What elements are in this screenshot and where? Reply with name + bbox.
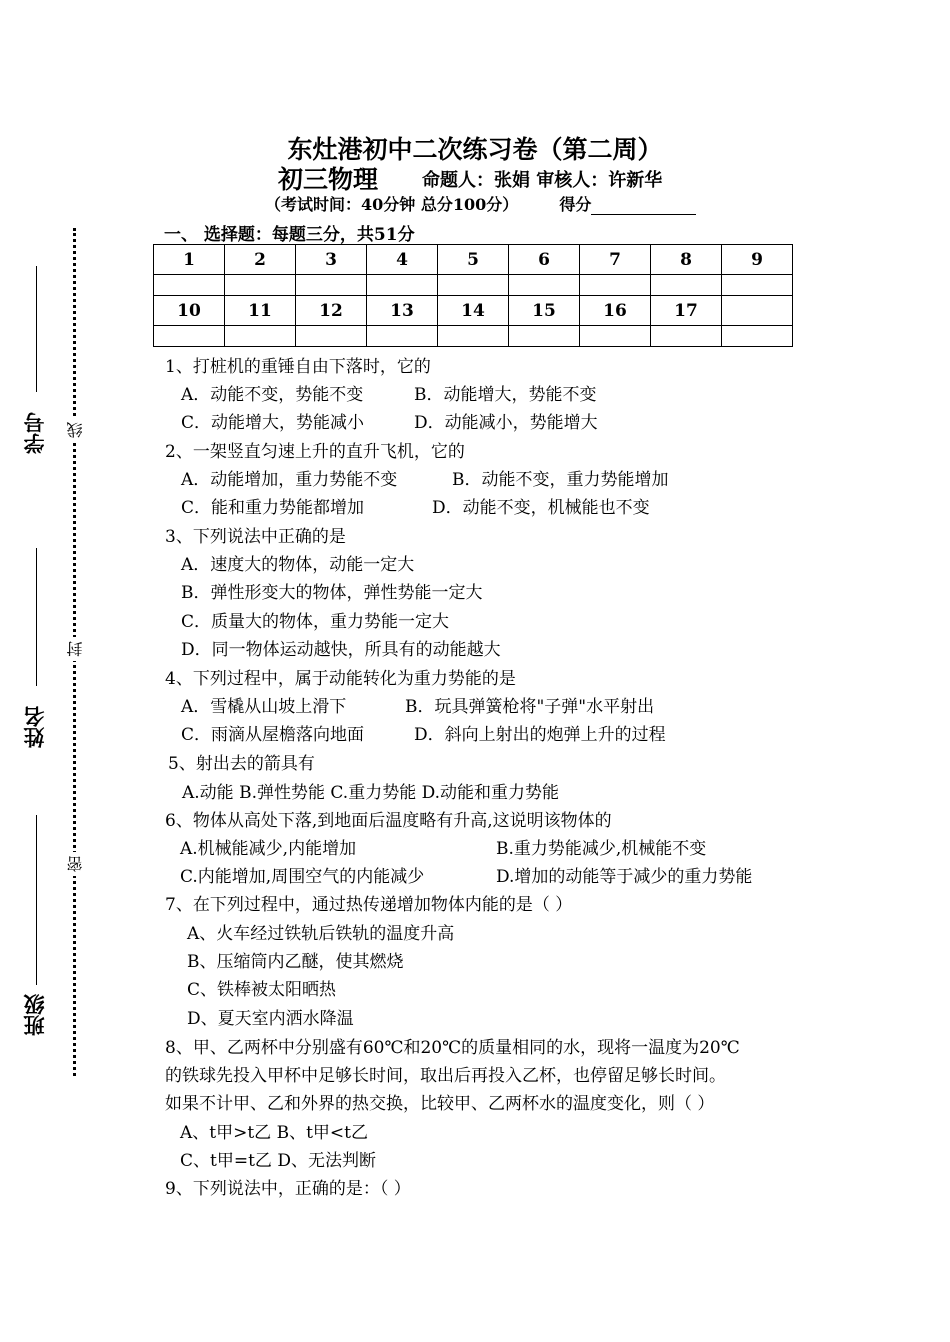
seal-mi-label: 密 — [64, 852, 87, 876]
seal-feng-label: 封 — [64, 637, 87, 661]
option-4a: A．雪橇从山坡上滑下 — [181, 697, 347, 717]
option-3b: B．弹性形变大的物体，弹性势能一定大 — [181, 583, 483, 603]
answer-cell[interactable] — [296, 275, 367, 296]
subject-title: 初三物理 — [278, 165, 379, 194]
answer-cell[interactable] — [580, 326, 651, 347]
answer-cell[interactable] — [154, 275, 225, 296]
table-row — [154, 326, 793, 347]
option-1d: D．动能减小，势能增大 — [414, 413, 598, 433]
answer-cell[interactable] — [509, 275, 580, 296]
answer-cell[interactable] — [722, 275, 793, 296]
name-label: 姓名 — [22, 706, 47, 748]
option-1c: C．动能增大，势能减小 — [181, 413, 365, 433]
option-7c: C、铁棒被太阳晒热 — [187, 980, 337, 1000]
options-8ab: A、t甲>t乙 B、t甲<t乙 — [180, 1123, 368, 1143]
table-cell: 16 — [580, 296, 651, 326]
answer-cell[interactable] — [225, 326, 296, 347]
answer-cell[interactable] — [722, 326, 793, 347]
class-line — [36, 815, 37, 985]
student-id-line — [36, 266, 37, 392]
answer-cell[interactable] — [651, 275, 722, 296]
question-3: 3、下列说法中正确的是 — [165, 527, 346, 547]
table-cell: 1 — [154, 245, 225, 275]
table-cell: 2 — [225, 245, 296, 275]
option-6d: D.增加的动能等于减少的重力势能 — [496, 867, 753, 887]
option-4d: D．斜向上射出的炮弹上升的过程 — [414, 725, 666, 745]
table-row — [154, 275, 793, 296]
table-cell: 17 — [651, 296, 722, 326]
exam-title: 东灶港初中二次练习卷（第二周） — [287, 135, 663, 164]
option-4c: C．雨滴从屋檐落向地面 — [181, 725, 365, 745]
option-2a: A．动能增加，重力势能不变 — [181, 470, 398, 490]
option-7b: B、压缩筒内乙醚，使其燃烧 — [187, 952, 404, 972]
table-cell: 13 — [367, 296, 438, 326]
table-cell: 12 — [296, 296, 367, 326]
answer-cell[interactable] — [580, 275, 651, 296]
exam-info-line — [265, 192, 696, 215]
options-5: A.动能 B.弹性势能 C.重力势能 D.动能和重力势能 — [182, 783, 560, 803]
seal-line-label: 线 — [64, 418, 87, 442]
question-6: 6、物体从高处下落,到地面后温度略有升高,这说明该物体的 — [165, 811, 612, 831]
table-cell: 9 — [722, 245, 793, 275]
answer-cell[interactable] — [438, 275, 509, 296]
option-3d: D．同一物体运动越快，所具有的动能越大 — [181, 640, 501, 660]
question-2: 2、一架竖直匀速上升的直升飞机，它的 — [165, 442, 465, 462]
table-cell: 7 — [580, 245, 651, 275]
question-5: 5、射出去的箭具有 — [168, 754, 315, 774]
answer-cell[interactable] — [367, 275, 438, 296]
table-cell: 5 — [438, 245, 509, 275]
authors-line: 命题人：张娟 审核人：许新华 — [422, 170, 663, 191]
table-cell: 11 — [225, 296, 296, 326]
option-2c: C．能和重力势能都增加 — [181, 498, 365, 518]
table-cell: 10 — [154, 296, 225, 326]
student-id-label: 学号 — [22, 412, 47, 454]
score-blank — [591, 198, 696, 215]
table-cell — [722, 296, 793, 326]
question-8-line1: 8、甲、乙两杯中分别盛有60℃和20℃的质量相同的水，现将一温度为20℃ — [165, 1038, 740, 1058]
answer-cell[interactable] — [225, 275, 296, 296]
exam-info: （考试时间：40分钟 总分100分） — [265, 195, 519, 214]
score-label: 得分 — [559, 195, 592, 214]
option-7d: D、夏天室内洒水降温 — [187, 1009, 354, 1029]
table-cell: 8 — [651, 245, 722, 275]
option-3a: A．速度大的物体，动能一定大 — [181, 555, 415, 575]
answer-cell[interactable] — [367, 326, 438, 347]
question-1: 1、打桩机的重锤自由下落时，它的 — [165, 357, 431, 377]
option-6a: A.机械能减少,内能增加 — [180, 839, 357, 859]
question-7: 7、在下列过程中，通过热传递增加物体内能的是（ ） — [165, 895, 573, 915]
options-8cd: C、t甲=t乙 D、无法判断 — [180, 1151, 376, 1171]
table-cell: 3 — [296, 245, 367, 275]
table-cell: 6 — [509, 245, 580, 275]
table-cell: 14 — [438, 296, 509, 326]
class-label: 班级 — [22, 994, 47, 1036]
table-row — [154, 245, 793, 275]
question-4: 4、下列过程中，属于动能转化为重力势能的是 — [165, 669, 516, 689]
option-6b: B.重力势能减少,机械能不变 — [496, 839, 707, 859]
option-4b: B．玩具弹簧枪将"子弹"水平射出 — [405, 697, 655, 717]
option-3c: C．质量大的物体，重力势能一定大 — [181, 612, 450, 632]
question-8-line3: 如果不计甲、乙和外界的热交换，比较甲、乙两杯水的温度变化，则（ ） — [165, 1094, 715, 1114]
option-1a: A．动能不变，势能不变 — [181, 385, 364, 405]
table-row — [154, 296, 793, 326]
option-2b: B．动能不变，重力势能增加 — [452, 470, 669, 490]
name-line — [36, 548, 37, 686]
question-8-line2: 的铁球先投入甲杯中足够长时间，取出后再投入乙杯，也停留足够长时间。 — [165, 1066, 726, 1086]
answer-cell[interactable] — [438, 326, 509, 347]
option-1b: B．动能增大，势能不变 — [414, 385, 597, 405]
option-6c: C.内能增加,周围空气的内能减少 — [180, 867, 425, 887]
answer-table — [153, 244, 793, 347]
question-9: 9、下列说法中，正确的是：（ ） — [165, 1179, 411, 1199]
answer-cell[interactable] — [296, 326, 367, 347]
answer-cell[interactable] — [509, 326, 580, 347]
option-7a: A、火车经过铁轨后铁轨的温度升高 — [187, 924, 455, 944]
section-title: 一、 选择题：每题三分，共51分 — [164, 225, 415, 245]
option-2d: D．动能不变，机械能也不变 — [432, 498, 650, 518]
table-cell: 15 — [509, 296, 580, 326]
table-cell: 4 — [367, 245, 438, 275]
answer-cell[interactable] — [154, 326, 225, 347]
answer-cell[interactable] — [651, 326, 722, 347]
